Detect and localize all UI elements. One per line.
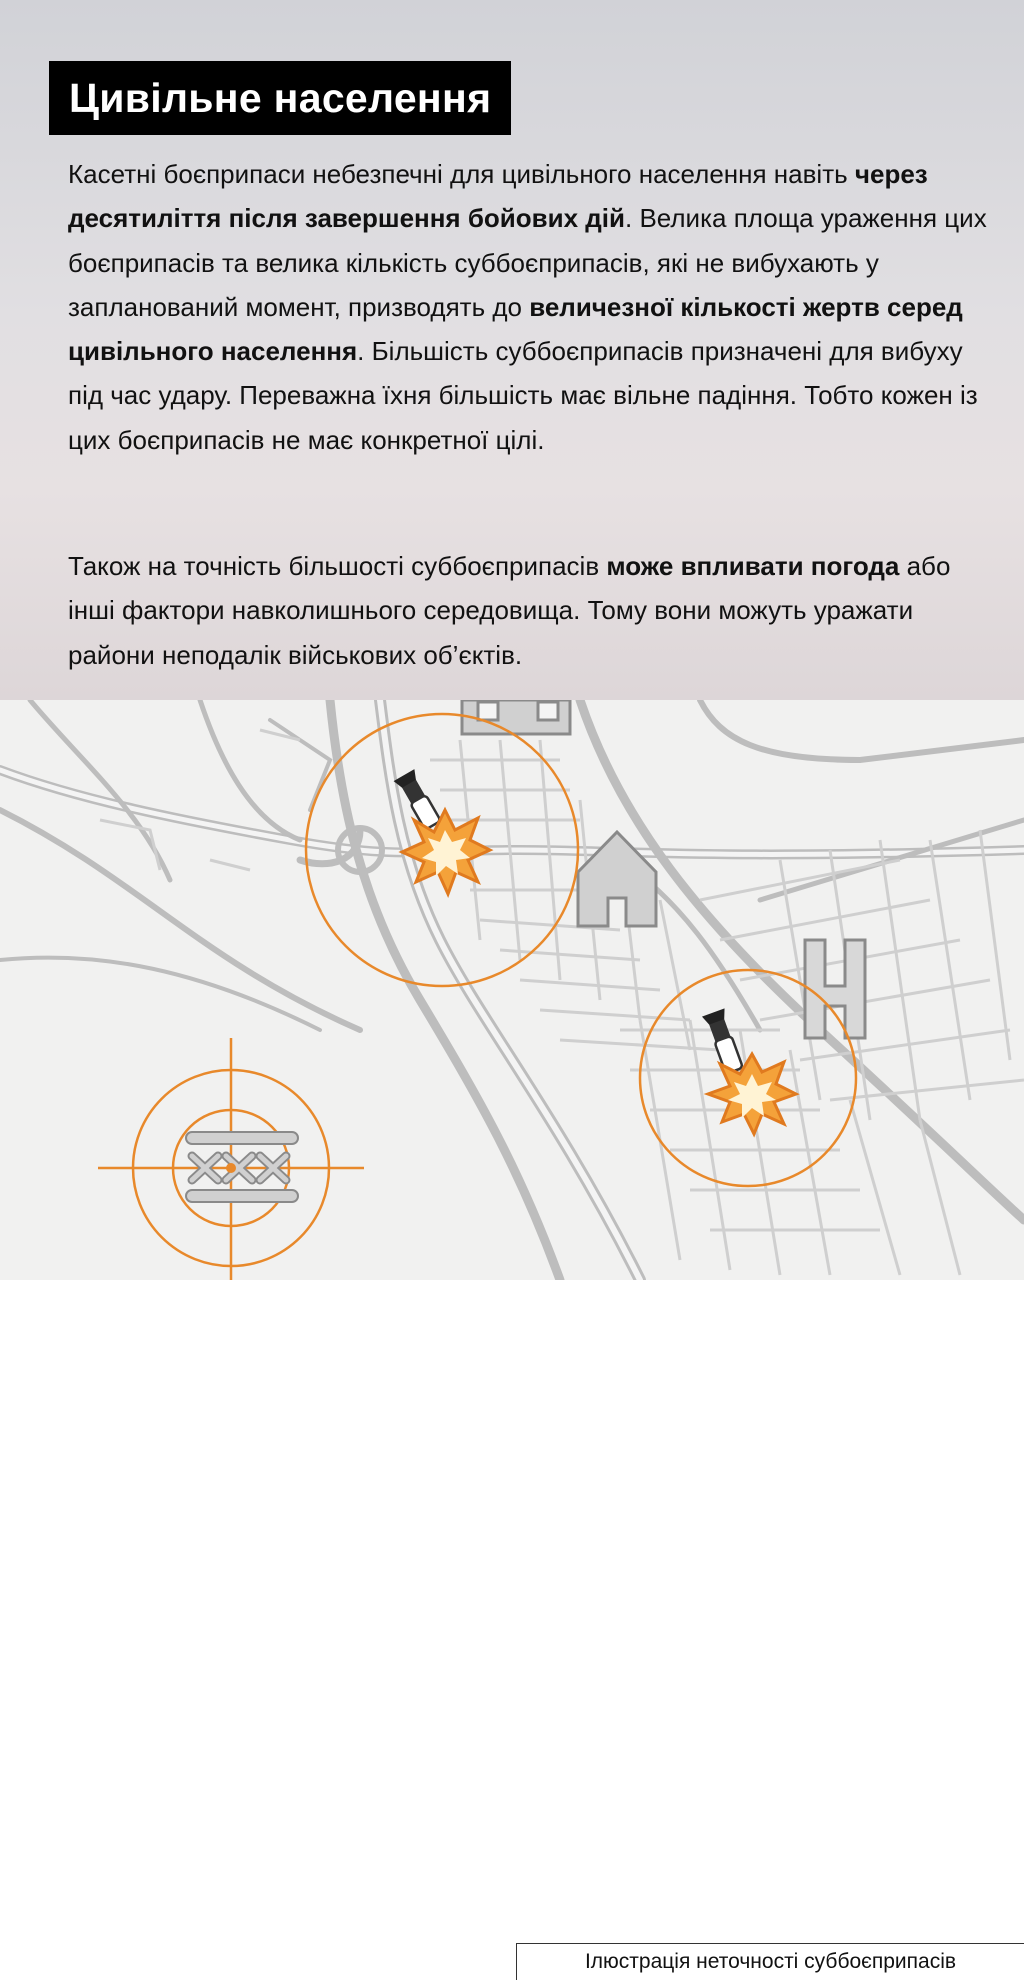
map-illustration: [0, 700, 1024, 1973]
house-icon: [578, 832, 656, 926]
paragraph-2: [68, 544, 988, 677]
explosion-icon: [402, 810, 490, 894]
illustration-caption: Ілюстрація неточності суббоєприпасів: [516, 1943, 1024, 1980]
paragraph-1: [68, 152, 988, 462]
paragraph-1-text-c: . Більшість суббоєприпасів призначені для вибуху під час удару. Переважна їхня більшість має вільне падіння. Тобто кожен із цих боєприпасів не має конкретної цілі.: [68, 336, 978, 455]
paragraph-1-bold-b: величезної кількості жертв серед цивільного населення: [68, 291, 963, 367]
building-icon: [462, 700, 570, 734]
paragraph-2-text-a: Також на точність більшості суббоєприпасів: [68, 551, 607, 581]
paragraph-2-bold-a: може впливати погода: [606, 551, 900, 581]
explosion-icon: [708, 1054, 796, 1134]
title-box: [49, 61, 511, 135]
text-panel: [0, 0, 1024, 700]
map-svg: [0, 700, 1024, 1280]
map-roads: [0, 700, 1024, 1280]
paragraph-2-text-b: або інші фактори навколишнього середовища. Тому вони можуть уражати райони неподалік військових об’єктів.: [68, 551, 951, 670]
page-title: Цивільне населення: [69, 74, 492, 121]
paragraph-1-text-b: . Велика площа ураження цих боєприпасів та велика кількість суббоєприпасів, які не вибухають у запланований момент, призводять до: [68, 203, 987, 322]
hospital-icon: [805, 940, 865, 1038]
paragraph-1-bold-a: через десятиліття після завершення бойових дій: [68, 159, 928, 234]
paragraph-1-text-a: Касетні боєприпаси небезпечні для цивільного населення навіть: [68, 159, 855, 189]
